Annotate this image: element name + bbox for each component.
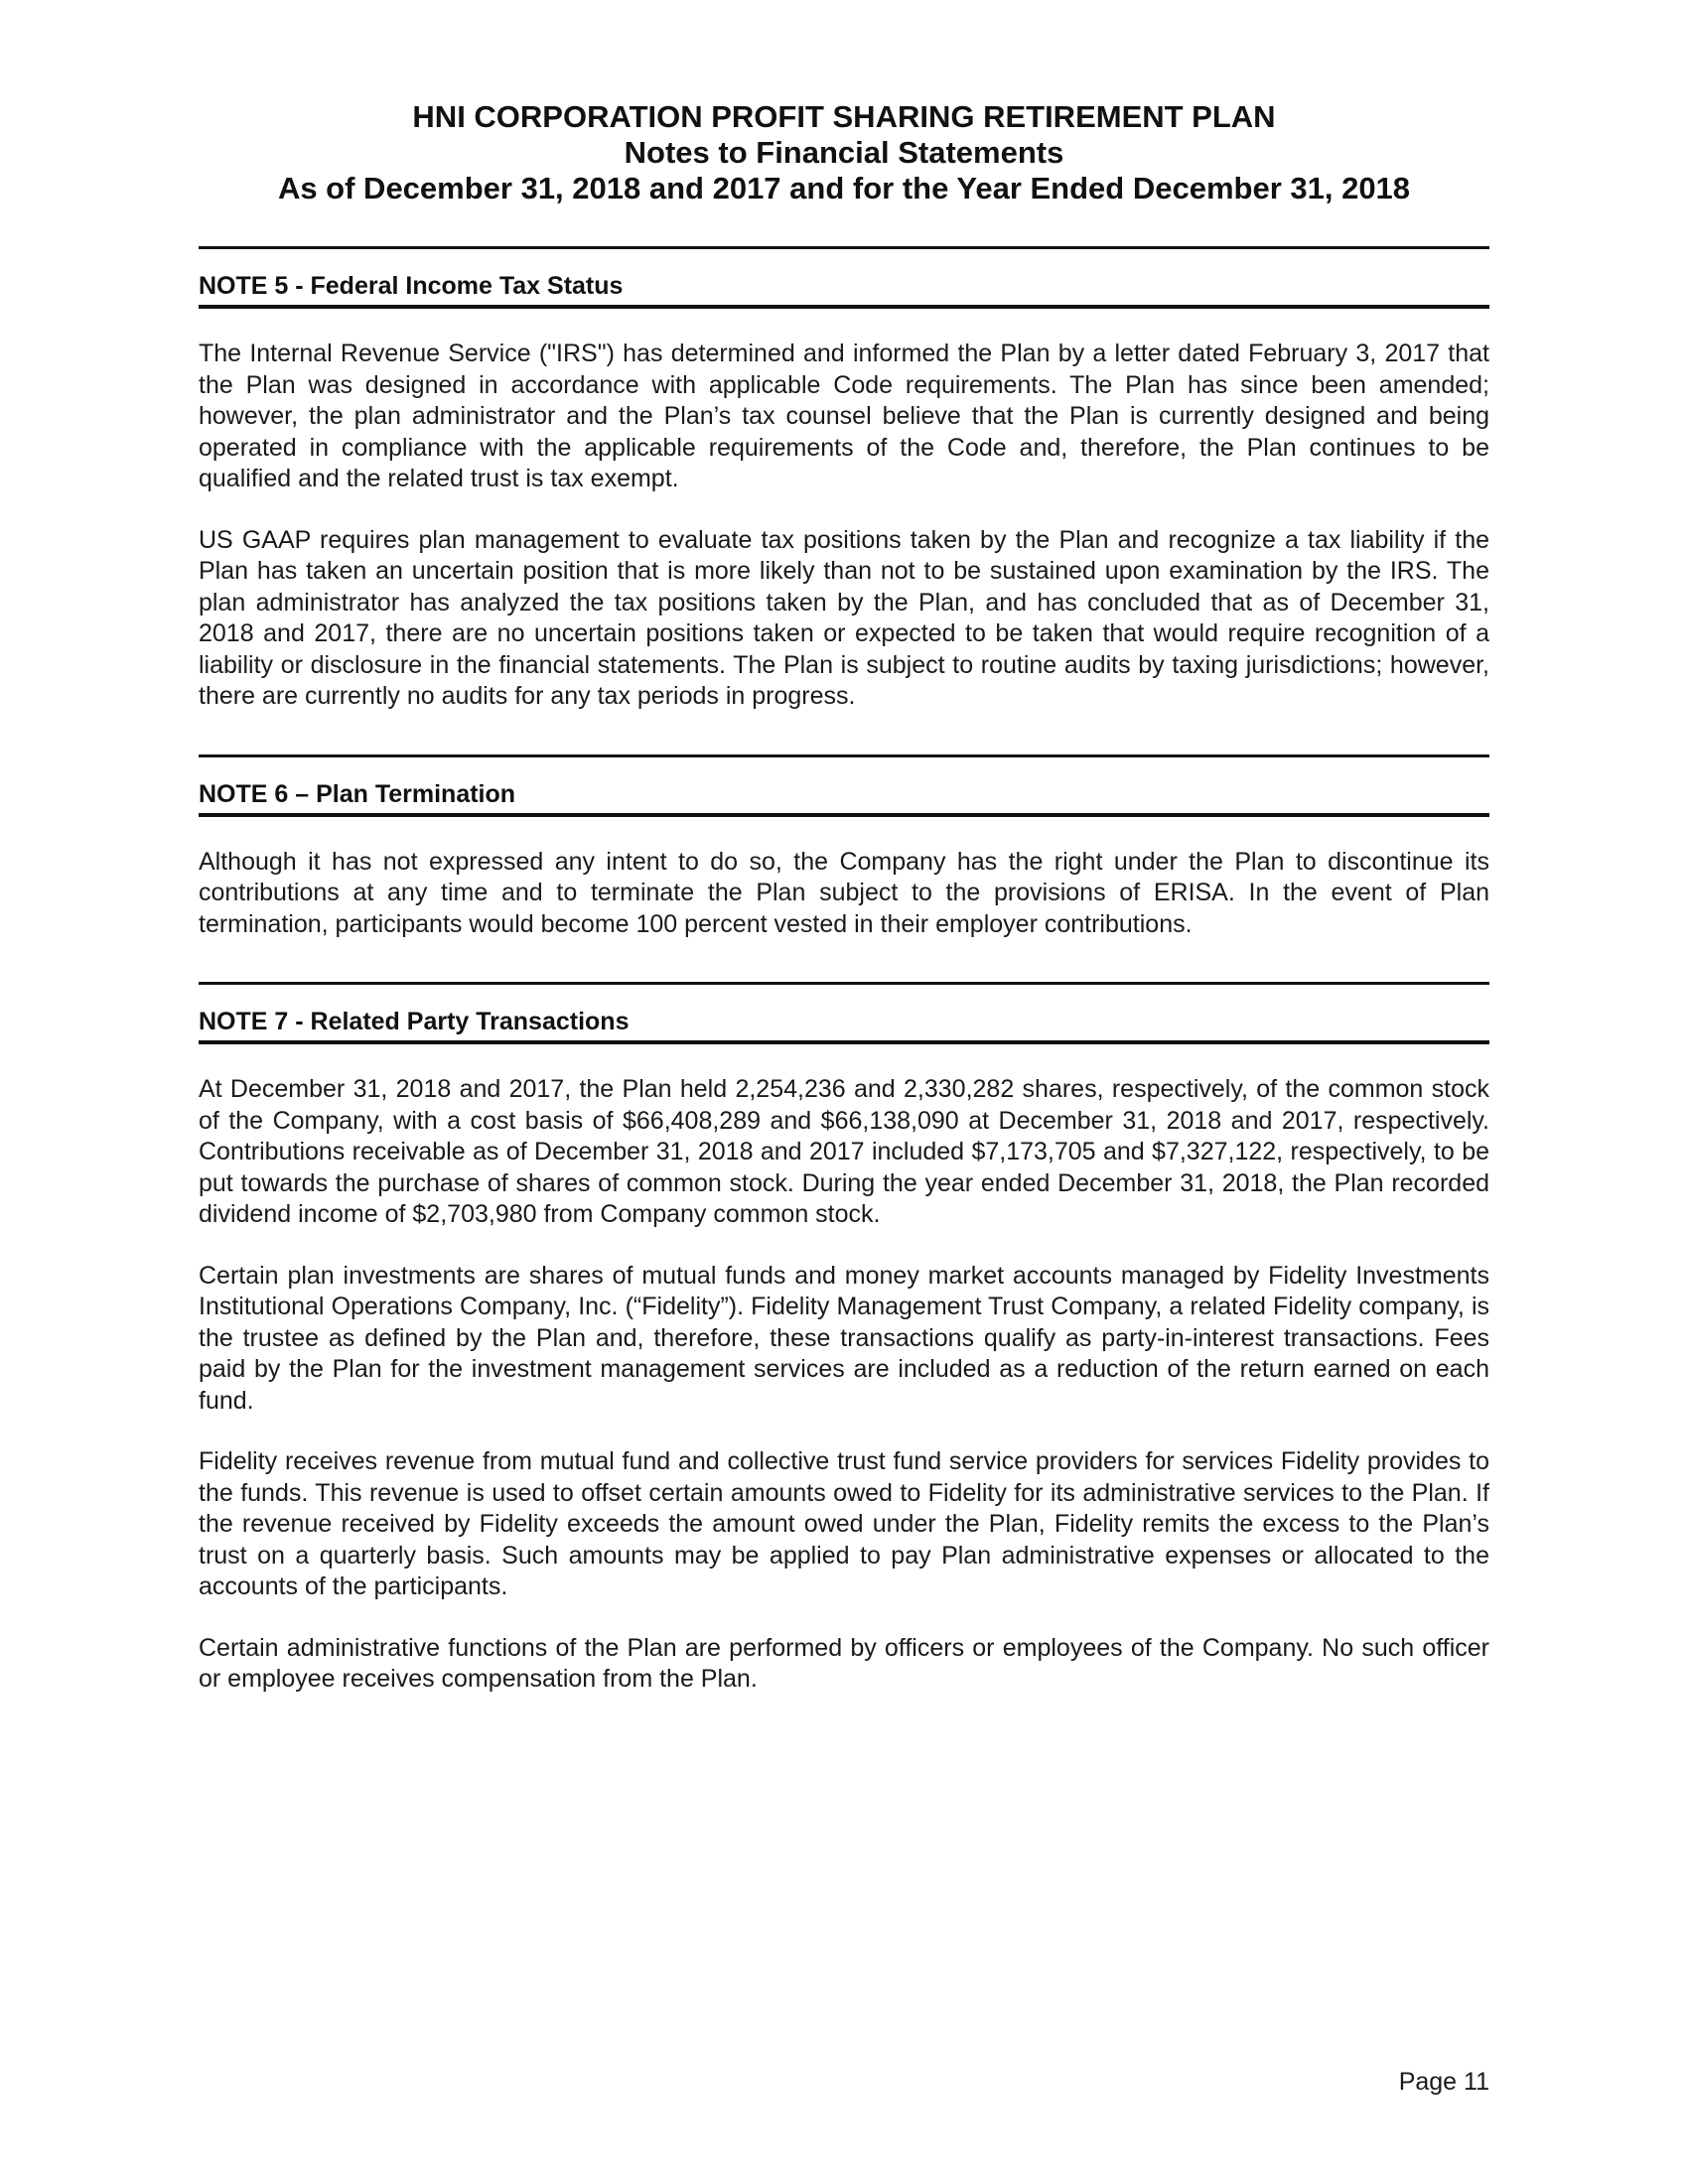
note-6-paragraph-1: Although it has not expressed any intent to do so, the Company has the right under the Plan to discontinue its contributions at any time and to terminate the Plan subject to the provisions of ERISA. In the event of Plan termination, participants would become 100 percent vested in their employer contributions. (199, 847, 1489, 938)
note-5-heading: NOTE 5 - Federal Income Tax Status (199, 246, 1489, 309)
note-7-paragraph-4: Certain administrative functions of the Plan are performed by officers or employees of the Company. No such officer or employee receives compensation from the Plan. (199, 1633, 1489, 1693)
period-line: As of December 31, 2018 and 2017 and for the Year Ended December 31, 2018 (277, 171, 1411, 205)
note-6-heading: NOTE 6 – Plan Termination (199, 754, 1489, 817)
page-header (0, 99, 1688, 206)
note-5-section (199, 246, 1489, 713)
note-7-heading: NOTE 7 - Related Party Transactions (199, 982, 1489, 1044)
note-7-paragraph-1: At December 31, 2018 and 2017, the Plan held 2,254,236 and 2,330,282 shares, respectively, of the common stock of the Company, with a cost basis of $66,408,289 and $66,138,090 at December 31, 2018 and 2017, respectively. Contributions receivable as of December 31, 2018 and 2017 included $7,173,705 and $7,327,122, respectively, to be put towards the purchase of shares of common stock. During the year ended December 31, 2018, the Plan recorded dividend income of $2,703,980 from Company common stock. (199, 1075, 1489, 1228)
notes-body (199, 246, 1489, 1737)
note-6-section (199, 754, 1489, 941)
note-7-paragraph-3: Fidelity receives revenue from mutual fund and collective trust fund service providers for services Fidelity provides to the funds. This revenue is used to offset certain amounts owed to Fidelity for its administrative services to the Plan. If the revenue received by Fidelity exceeds the amount owed under the Plan, Fidelity remits the excess to the Plan’s trust on a quarterly basis. Such amounts may be applied to pay Plan administrative expenses or allocated to the accounts of the participants. (199, 1447, 1489, 1600)
note-5-paragraph-1: The Internal Revenue Service ("IRS") has determined and informed the Plan by a letter dated February 3, 2017 that the Plan was designed in accordance with applicable Code requirements. The Plan has since been amended; however, the plan administrator and the Plan’s tax counsel believe that the Plan is currently designed and being operated in compliance with the applicable requirements of the Code and, therefore, the Plan continues to be qualified and the related trust is tax exempt. (199, 340, 1489, 492)
plan-title: HNI CORPORATION PROFIT SHARING RETIREMENT PLAN (412, 99, 1276, 134)
note-5-paragraph-2: US GAAP requires plan management to evaluate tax positions taken by the Plan and recognize a tax liability if the Plan has taken an uncertain position that is more likely than not to be sustained upon examination by the IRS. The plan administrator has analyzed the tax positions taken by the Plan, and has concluded that as of December 31, 2018 and 2017, there are no uncertain positions taken or expected to be taken that would require recognition of a liability or disclosure in the financial statements. The Plan is subject to routine audits by taxing jurisdictions; however, there are currently no audits for any tax periods in progress. (199, 525, 1489, 710)
document-subtitle: Notes to Financial Statements (624, 135, 1064, 170)
page-number: Page 11 (1398, 2068, 1489, 2096)
note-7-paragraph-2: Certain plan investments are shares of mutual funds and money market accounts managed by Fidelity Investments Institutional Operations Company, Inc. (“Fidelity”). Fidelity Management Trust Company, a related Fidelity company, is the trustee as defined by the Plan and, therefore, these transactions qualify as party-in-interest transactions. Fees paid by the Plan for the investment management services are included as a reduction of the return earned on each fund. (199, 1261, 1489, 1415)
note-7-section (199, 982, 1489, 1696)
